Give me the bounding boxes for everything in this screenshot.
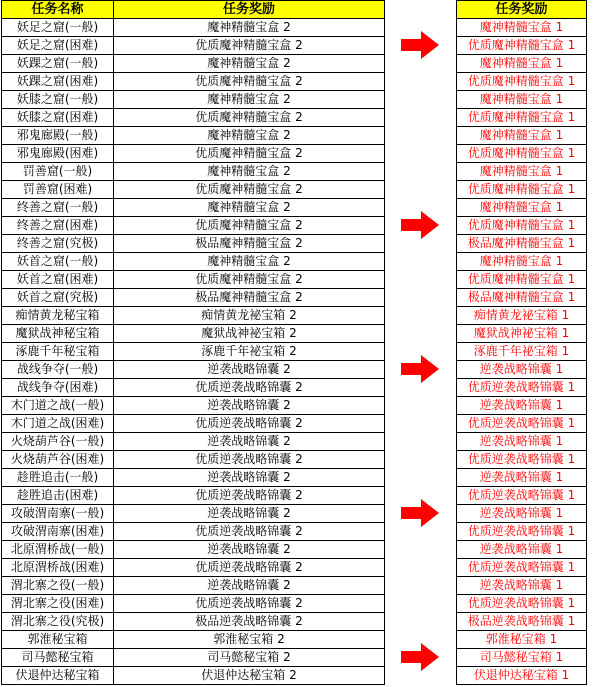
new-reward-cell: 司马懿秘宝箱 1 (457, 649, 587, 667)
new-reward-cell: 伏退仲达秘宝箱 1 (457, 667, 587, 685)
table-row (2, 55, 385, 73)
task-reward-cell: 优质魔神精髓宝盒 2 (114, 181, 385, 199)
new-reward-cell: 优质逆袭战略锦囊 1 (457, 595, 587, 613)
task-name-cell: 趁胜追击(困难) (2, 487, 114, 505)
task-reward-cell: 极品魔神精髓宝盒 2 (114, 289, 385, 307)
table-row (2, 343, 385, 361)
task-reward-cell: 伏退仲达秘宝箱 2 (114, 667, 385, 685)
table-row (2, 289, 385, 307)
task-name-cell: 妖踝之窟(一般) (2, 55, 114, 73)
task-reward-cell: 魔神精髓宝盒 2 (114, 253, 385, 271)
table-row (457, 505, 587, 523)
new-reward-cell: 优质逆袭战略锦囊 1 (457, 451, 587, 469)
task-name-cell: 邪鬼廊殿(困难) (2, 145, 114, 163)
task-reward-cell: 逆袭战略锦囊 2 (114, 433, 385, 451)
task-reward-cell: 逆袭战略锦囊 2 (114, 541, 385, 559)
new-reward-cell: 优质逆袭战略锦囊 1 (457, 415, 587, 433)
task-name-cell: 妖足之窟(一般) (2, 19, 114, 37)
new-reward-cell: 优质魔神精髓宝盒 1 (457, 37, 587, 55)
table-row (457, 163, 587, 181)
table-row (2, 181, 385, 199)
table-row (2, 127, 385, 145)
new-reward-cell: 魔神精髓宝盒 1 (457, 253, 587, 271)
table-row (457, 469, 587, 487)
task-name-cell: 终善之窟(究极) (2, 235, 114, 253)
task-name-cell: 战线争夺(困难) (2, 379, 114, 397)
task-name-cell: 渭北寨之役(一般) (2, 577, 114, 595)
task-reward-cell: 极品逆袭战略锦囊 2 (114, 613, 385, 631)
task-reward-cell: 优质魔神精髓宝盒 2 (114, 271, 385, 289)
task-name-cell: 终善之窟(困难) (2, 217, 114, 235)
header-row (2, 1, 385, 19)
right-arrow-icon (401, 355, 439, 383)
table-row (2, 91, 385, 109)
table-row (457, 253, 587, 271)
table-row (457, 307, 587, 325)
table-row (457, 649, 587, 667)
table-row (2, 649, 385, 667)
task-reward-cell: 魔神精髓宝盒 2 (114, 19, 385, 37)
task-name-cell: 木门道之战(一般) (2, 397, 114, 415)
new-reward-cell: 郭淮秘宝箱 1 (457, 631, 587, 649)
table-row (2, 253, 385, 271)
table-row (457, 109, 587, 127)
right-arrow-icon (401, 499, 439, 527)
new-reward-cell: 涿鹿千年袐宝箱 1 (457, 343, 587, 361)
new-reward-cell: 极品魔神精髓宝盒 1 (457, 289, 587, 307)
new-reward-cell: 逆袭战略锦囊 1 (457, 361, 587, 379)
table-row (2, 19, 385, 37)
task-name-cell: 攻破渭南寨(一般) (2, 505, 114, 523)
task-name-cell: 司马懿秘宝箱 (2, 649, 114, 667)
table-row (457, 235, 587, 253)
right-arrow-icon (401, 643, 439, 671)
table-row (457, 343, 587, 361)
task-reward-cell: 逆袭战略锦囊 2 (114, 505, 385, 523)
task-reward-cell: 魔狱战神袐宝箱 2 (114, 325, 385, 343)
task-reward-cell: 魔神精髓宝盒 2 (114, 163, 385, 181)
new-reward-cell: 逆袭战略锦囊 1 (457, 469, 587, 487)
task-reward-cell: 优质魔神精髓宝盒 2 (114, 37, 385, 55)
new-reward-cell: 优质魔神精髓宝盒 1 (457, 145, 587, 163)
table-row (457, 73, 587, 91)
right-arrow-icon (401, 31, 439, 59)
table-row (2, 595, 385, 613)
new-reward-cell: 逆袭战略锦囊 1 (457, 433, 587, 451)
task-name-cell: 妖足之窟(困难) (2, 37, 114, 55)
new-reward-header: 任务奖励 (457, 1, 587, 19)
task-reward-cell: 优质魔神精髓宝盒 2 (114, 73, 385, 91)
task-name-cell: 痴情黄龙秘宝箱 (2, 307, 114, 325)
new-reward-cell: 魔神精髓宝盒 1 (457, 91, 587, 109)
table-row (2, 631, 385, 649)
new-reward-table (456, 0, 587, 685)
task-name-cell: 妖膝之窟(困难) (2, 109, 114, 127)
new-reward-cell: 逆袭战略锦囊 1 (457, 397, 587, 415)
new-reward-cell: 优质魔神精髓宝盒 1 (457, 109, 587, 127)
new-reward-cell: 魔神精髓宝盒 1 (457, 19, 587, 37)
task-name-cell: 妖踝之窟(困难) (2, 73, 114, 91)
table-row (2, 379, 385, 397)
task-name-cell: 邪鬼廊殿(一般) (2, 127, 114, 145)
table-row (2, 541, 385, 559)
task-reward-cell: 优质逆袭战略锦囊 2 (114, 415, 385, 433)
table-row (2, 307, 385, 325)
task-name-cell: 罚善窟(一般) (2, 163, 114, 181)
task-reward-cell: 优质逆袭战略锦囊 2 (114, 523, 385, 541)
table-row (2, 487, 385, 505)
task-reward-cell: 郭淮秘宝箱 2 (114, 631, 385, 649)
table-row (2, 163, 385, 181)
table-row (2, 469, 385, 487)
task-reward-cell: 涿鹿千年袐宝箱 2 (114, 343, 385, 361)
task-name-cell: 罚善窟(困难) (2, 181, 114, 199)
table-row (2, 613, 385, 631)
task-name-cell: 渭北寨之役(困难) (2, 595, 114, 613)
table-row (2, 523, 385, 541)
new-reward-cell: 优质魔神精髓宝盒 1 (457, 271, 587, 289)
table-row (457, 631, 587, 649)
table-row (457, 415, 587, 433)
task-name-cell: 终善之窟(一般) (2, 199, 114, 217)
new-reward-cell: 逆袭战略锦囊 1 (457, 505, 587, 523)
table-row (2, 415, 385, 433)
table-row (457, 595, 587, 613)
task-name-cell: 妖首之窟(一般) (2, 253, 114, 271)
task-name-cell: 魔狱战神秘宝箱 (2, 325, 114, 343)
new-reward-cell: 逆袭战略锦囊 1 (457, 541, 587, 559)
table-row (457, 55, 587, 73)
table-row (457, 145, 587, 163)
new-reward-cell: 极品逆袭战略锦囊 1 (457, 613, 587, 631)
table-row (2, 577, 385, 595)
new-reward-cell: 优质魔神精髓宝盒 1 (457, 181, 587, 199)
new-reward-cell: 优质逆袭战略锦囊 1 (457, 379, 587, 397)
task-reward-cell: 优质逆袭战略锦囊 2 (114, 595, 385, 613)
task-name-cell: 攻破渭南寨(困难) (2, 523, 114, 541)
table-row (457, 289, 587, 307)
table-row (2, 199, 385, 217)
table-row (2, 559, 385, 577)
table-row (2, 235, 385, 253)
table-row (2, 397, 385, 415)
task-name-cell: 木门道之战(困难) (2, 415, 114, 433)
task-reward-header: 任务奖励 (114, 1, 385, 19)
table-row (457, 181, 587, 199)
table-row (2, 145, 385, 163)
task-name-cell: 火烧葫芦谷(一般) (2, 433, 114, 451)
table-row (457, 451, 587, 469)
task-reward-cell: 魔神精髓宝盒 2 (114, 91, 385, 109)
task-name-cell: 北原渭桥战(一般) (2, 541, 114, 559)
new-reward-cell: 优质逆袭战略锦囊 1 (457, 487, 587, 505)
old-reward-table (1, 0, 385, 685)
new-reward-cell: 优质魔神精髓宝盒 1 (457, 217, 587, 235)
new-reward-cell: 魔神精髓宝盒 1 (457, 127, 587, 145)
table-row (2, 325, 385, 343)
table-row (457, 523, 587, 541)
task-name-cell: 妖首之窟(困难) (2, 271, 114, 289)
table-row (457, 91, 587, 109)
task-name-cell: 趁胜追击(一般) (2, 469, 114, 487)
table-row (2, 433, 385, 451)
new-reward-cell: 魔神精髓宝盒 1 (457, 163, 587, 181)
task-name-cell: 伏退仲达秘宝箱 (2, 667, 114, 685)
new-reward-cell: 优质逆袭战略锦囊 1 (457, 559, 587, 577)
task-reward-cell: 优质逆袭战略锦囊 2 (114, 487, 385, 505)
task-name-cell: 火烧葫芦谷(困难) (2, 451, 114, 469)
task-name-cell: 郭淮秘宝箱 (2, 631, 114, 649)
task-reward-cell: 魔神精髓宝盒 2 (114, 127, 385, 145)
table-row (457, 433, 587, 451)
task-reward-cell: 痴情黄龙袐宝箱 2 (114, 307, 385, 325)
new-reward-cell: 痴情黄龙袐宝箱 1 (457, 307, 587, 325)
task-reward-cell: 逆袭战略锦囊 2 (114, 361, 385, 379)
table-row (2, 505, 385, 523)
task-name-cell: 涿鹿千年秘宝箱 (2, 343, 114, 361)
task-reward-cell: 优质魔神精髓宝盒 2 (114, 109, 385, 127)
table-row (457, 325, 587, 343)
task-name-cell: 妖首之窟(究极) (2, 289, 114, 307)
table-row (2, 217, 385, 235)
task-name-header: 任务名称 (2, 1, 114, 19)
header-row (457, 1, 587, 19)
new-reward-cell: 极品魔神精髓宝盒 1 (457, 235, 587, 253)
task-name-cell: 北原渭桥战(困难) (2, 559, 114, 577)
task-reward-cell: 极品魔神精髓宝盒 2 (114, 235, 385, 253)
table-row (2, 73, 385, 91)
table-row (457, 361, 587, 379)
task-reward-cell: 逆袭战略锦囊 2 (114, 397, 385, 415)
right-arrow-icon (401, 211, 439, 239)
task-name-cell: 妖膝之窟(一般) (2, 91, 114, 109)
table-row (457, 127, 587, 145)
task-reward-cell: 魔神精髓宝盒 2 (114, 199, 385, 217)
table-row (457, 613, 587, 631)
table-row (457, 667, 587, 685)
table-row (457, 379, 587, 397)
table-row (457, 199, 587, 217)
task-name-cell: 战线争夺(一般) (2, 361, 114, 379)
task-name-cell: 渭北寨之役(究极) (2, 613, 114, 631)
table-row (2, 271, 385, 289)
table-row (457, 19, 587, 37)
table-row (457, 577, 587, 595)
new-reward-cell: 魔狱战神袐宝箱 1 (457, 325, 587, 343)
table-row (2, 109, 385, 127)
table-row (2, 667, 385, 685)
task-reward-cell: 逆袭战略锦囊 2 (114, 577, 385, 595)
table-row (457, 217, 587, 235)
new-reward-cell: 逆袭战略锦囊 1 (457, 577, 587, 595)
task-reward-cell: 优质逆袭战略锦囊 2 (114, 451, 385, 469)
task-reward-cell: 优质逆袭战略锦囊 2 (114, 379, 385, 397)
new-reward-cell: 优质魔神精髓宝盒 1 (457, 73, 587, 91)
table-row (457, 541, 587, 559)
table-row (457, 487, 587, 505)
task-reward-cell: 优质逆袭战略锦囊 2 (114, 559, 385, 577)
table-row (457, 37, 587, 55)
task-reward-cell: 魔神精髓宝盒 2 (114, 55, 385, 73)
new-reward-cell: 魔神精髓宝盒 1 (457, 199, 587, 217)
task-reward-cell: 逆袭战略锦囊 2 (114, 469, 385, 487)
table-row (457, 559, 587, 577)
table-row (457, 271, 587, 289)
new-reward-cell: 优质逆袭战略锦囊 1 (457, 523, 587, 541)
table-row (2, 451, 385, 469)
task-reward-cell: 优质魔神精髓宝盒 2 (114, 217, 385, 235)
new-reward-cell: 魔神精髓宝盒 1 (457, 55, 587, 73)
table-row (2, 37, 385, 55)
table-row (457, 397, 587, 415)
task-reward-cell: 优质魔神精髓宝盒 2 (114, 145, 385, 163)
table-row (2, 361, 385, 379)
task-reward-cell: 司马懿秘宝箱 2 (114, 649, 385, 667)
